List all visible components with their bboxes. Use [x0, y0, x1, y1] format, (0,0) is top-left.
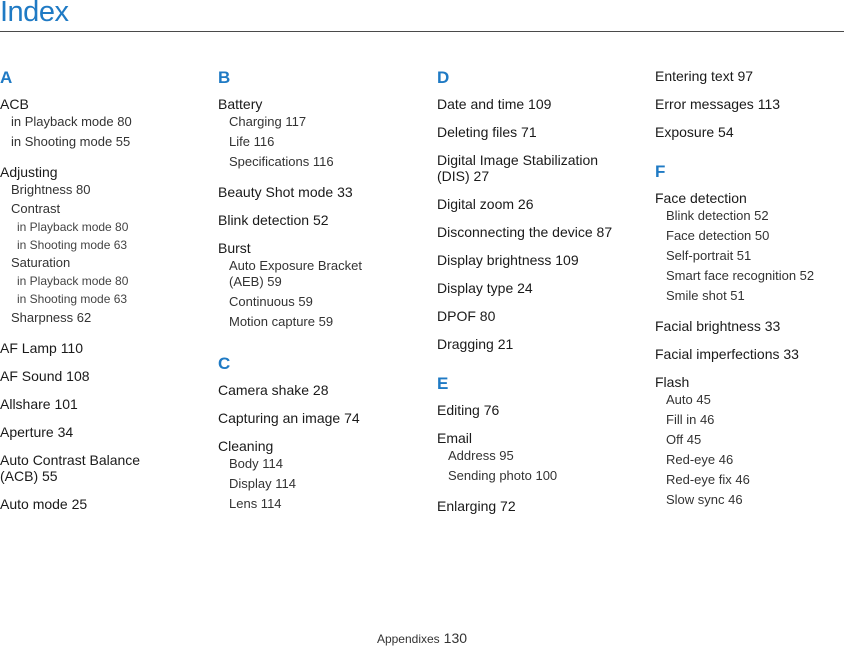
index-term: Auto mode 25: [0, 496, 88, 512]
index-subterm: Address 95: [448, 448, 514, 463]
index-term: Aperture 34: [0, 424, 74, 440]
index-entry: [437, 124, 637, 140]
index-term: Facial brightness 33: [655, 318, 781, 334]
index-subsubterm: in Shooting mode 63: [17, 238, 128, 252]
index-term: Battery: [218, 96, 263, 112]
page-number: 130: [443, 630, 468, 646]
index-entry: [218, 438, 418, 514]
index-term: Allshare 101: [0, 396, 78, 412]
index-subterm: Lens 114: [229, 496, 282, 511]
index-term: Exposure 54: [655, 124, 734, 140]
index-subterm: Smile shot 51: [666, 288, 745, 303]
index-term: Enlarging 72: [437, 498, 516, 514]
index-subterm: Self-portrait 51: [666, 248, 752, 263]
index-subterm: Auto Exposure Bracket (AEB) 59: [229, 258, 362, 289]
index-subsubterm: in Playback mode 80: [17, 274, 129, 288]
index-entry: [655, 374, 844, 510]
index-entry: [437, 402, 637, 418]
index-subterm: in Shooting mode 55: [11, 134, 131, 149]
index-entry: [218, 410, 418, 426]
index-term: Flash: [655, 374, 690, 390]
index-entry: [0, 396, 200, 412]
index-letter-a: A: [0, 68, 13, 87]
index-entry: [655, 190, 844, 306]
index-entry: [218, 240, 418, 332]
index-term: Deleting files 71: [437, 124, 537, 140]
title-rule: [0, 31, 844, 32]
index-letter-b: B: [218, 68, 231, 87]
index-term: Display brightness 109: [437, 252, 579, 268]
index-term: AF Sound 108: [0, 368, 90, 384]
index-column-4: [655, 66, 844, 510]
index-term: Disconnecting the device 87: [437, 224, 613, 240]
index-entry: [437, 196, 637, 212]
page-footer: [0, 630, 844, 646]
index-term: Editing 76: [437, 402, 500, 418]
index-subterm: Fill in 46: [666, 412, 715, 427]
index-column-3: [437, 66, 637, 514]
index-entry: [437, 280, 637, 296]
index-term: Camera shake 28: [218, 382, 329, 398]
index-entry: [437, 336, 637, 352]
index-entry: [655, 346, 844, 362]
index-subterm: Off 45: [666, 432, 702, 447]
index-subterm: Slow sync 46: [666, 492, 743, 507]
index-entry: [0, 496, 200, 512]
index-term: Cleaning: [218, 438, 274, 454]
index-subterm: Life 116: [229, 134, 275, 149]
index-term: Email: [437, 430, 473, 446]
index-entry: [218, 382, 418, 398]
index-column-2: [218, 66, 418, 514]
index-entry: [0, 340, 200, 356]
index-subterm: Red-eye fix 46: [666, 472, 750, 487]
index-subterm: Display 114: [229, 476, 296, 491]
index-entry: [218, 212, 418, 228]
index-entry: [437, 152, 637, 184]
index-term: Auto Contrast Balance (ACB) 55: [0, 452, 141, 484]
index-entry: [0, 96, 200, 152]
index-term: Beauty Shot mode 33: [218, 184, 353, 200]
index-entry: [655, 68, 844, 84]
index-entry: [218, 96, 418, 172]
index-term: Face detection: [655, 190, 747, 206]
index-subterm: Auto 45: [666, 392, 711, 407]
index-subterm: Continuous 59: [229, 294, 313, 309]
index-term: ACB: [0, 96, 29, 112]
index-term: Display type 24: [437, 280, 533, 296]
index-subterm: Blink detection 52: [666, 208, 769, 223]
index-entry: [0, 368, 200, 384]
index-subterm: Body 114: [229, 456, 283, 471]
index-subterm: Face detection 50: [666, 228, 770, 243]
index-letter-d: D: [437, 68, 450, 87]
index-term: Digital zoom 26: [437, 196, 534, 212]
index-entry: [437, 308, 637, 324]
index-subterm: Specifications 116: [229, 154, 334, 169]
index-subterm: in Playback mode 80: [11, 114, 132, 129]
index-entry: [437, 224, 637, 240]
index-term: Blink detection 52: [218, 212, 329, 228]
index-subterm: Charging 117: [229, 114, 307, 129]
index-entry: [0, 452, 200, 484]
index-term: Date and time 109: [437, 96, 552, 112]
index-entry: [0, 164, 200, 328]
index-term: Burst: [218, 240, 251, 256]
index-letter-c: C: [218, 354, 231, 373]
index-column-1: [0, 66, 200, 512]
index-subterm: Smart face recognition 52: [666, 268, 815, 283]
page-title: Index: [0, 0, 69, 28]
index-term: Facial imperfections 33: [655, 346, 799, 362]
index-entry: [218, 184, 418, 200]
index-entry: [655, 318, 844, 334]
index-entry: [0, 424, 200, 440]
index-entry: [655, 124, 844, 140]
index-subterm: Sharpness 62: [11, 310, 92, 325]
index-subterm: Brightness 80: [11, 182, 91, 197]
index-term: Dragging 21: [437, 336, 514, 352]
index-entry: [437, 430, 637, 486]
index-subsubterm: in Shooting mode 63: [17, 292, 128, 306]
index-subterm: Motion capture 59: [229, 314, 334, 329]
index-term: Error messages 113: [655, 96, 781, 112]
index-subterm: Sending photo 100: [448, 468, 558, 483]
index-letter-f: F: [655, 162, 666, 181]
index-term: Capturing an image 74: [218, 410, 360, 426]
index-entry: [655, 96, 844, 112]
index-subterm: Saturation: [11, 255, 71, 270]
index-term: Entering text 97: [655, 68, 754, 84]
index-term: DPOF 80: [437, 308, 496, 324]
index-subsubterm: in Playback mode 80: [17, 220, 129, 234]
index-entry: [437, 252, 637, 268]
index-term: Digital Image Stabilization (DIS) 27: [437, 152, 599, 184]
index-subterm: Red-eye 46: [666, 452, 734, 467]
index-term: AF Lamp 110: [0, 340, 84, 356]
footer-section: Appendixes: [376, 632, 440, 646]
index-term: Adjusting: [0, 164, 58, 180]
index-entry: [437, 498, 637, 514]
index-letter-e: E: [437, 374, 449, 393]
index-entry: [437, 96, 637, 112]
index-subterm: Contrast: [11, 201, 61, 216]
